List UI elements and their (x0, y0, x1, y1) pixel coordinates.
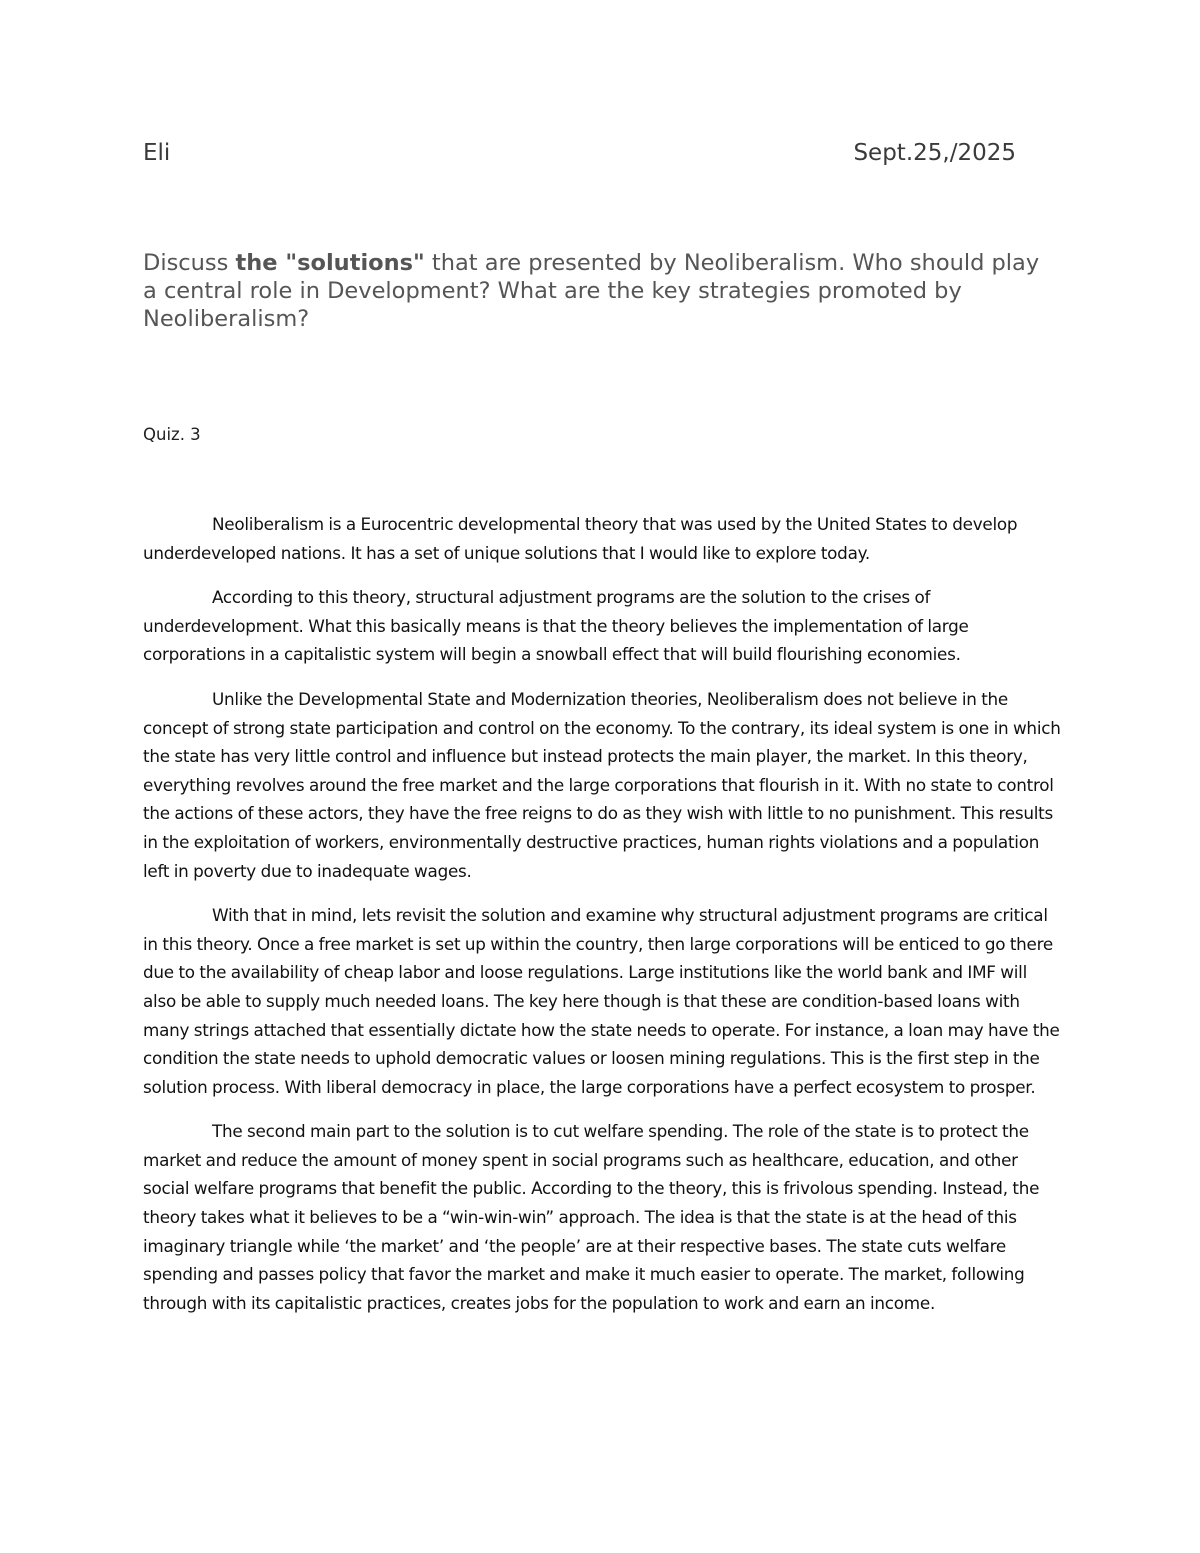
quiz-label: Quiz. 3 (143, 425, 201, 444)
essay-paragraph: Unlike the Developmental State and Modernization theories, Neoliberalism does not believe in the concept of strong state participation and control on the economy. To the contrary, its ideal system is one in which the state has very little control and influence but instead protects the main player, the market. In this theory, everything revolves around the free market and the large corporations that flourish in it. With no state to control the actions of these actors, they have the free reigns to do as they wish with little to no punishment. This results in the exploitation of workers, environmentally destructive practices, human rights violations and a population left in poverty due to inadequate wages. (143, 688, 1061, 881)
essay-paragraph: Neoliberalism is a Eurocentric developmental theory that was used by the United States to develop underdeveloped nations. It has a set of unique solutions that I would like to explore today. (143, 514, 1018, 563)
essay-paragraph: The second main part to the solution is to cut welfare spending. The role of the state is to protect the market and reduce the amount of money spent in social programs such as healthcare, education, and other social welfare programs that benefit the public. According to the theory, this is frivolous spending. Instead, the theory takes what it believes to be a “win-win-win” approach. The idea is that the state is at the head of this imaginary triangle while ‘the market’ and ‘the people’ are at their respective bases. The state cuts welfare spending and passes policy that favor the market and make it much easier to operate. The market, following through with its capitalistic practices, creates jobs for the population to work and earn an income. (143, 1121, 1040, 1313)
question-text-part2: that are presented by Neoliberalism. Who should play a central role in Development? What are the key strategies promoted by Neoliberalism? (143, 250, 1040, 332)
question-heading (143, 249, 1058, 333)
essay-paragraph: With that in mind, lets revisit the solution and examine why structural adjustment programs are critical in this theory. Once a free market is set up within the country, then large corporations will be enticed to go there due to the availability of cheap labor and loose regulations. Large institutions like the world bank and IMF will also be able to supply much needed loans. The key here though is that these are condition-based loans with many strings attached that essentially dictate how the state needs to operate. For instance, a loan may have the condition the state needs to uphold democratic values or loosen mining regulations. This is the first step in the solution process. With liberal democracy in place, the large corporations have a perfect ecosystem to prosper. (143, 905, 1060, 1097)
author-name: Eli (143, 140, 171, 166)
document-header (143, 140, 1018, 176)
question-text-part1: Discuss (143, 250, 236, 276)
question-text-bold: the "solutions" (235, 250, 425, 276)
essay-paragraph: According to this theory, structural adjustment programs are the solution to the crises of underdevelopment. What this basically means is that the theory believes the implementation of large corporations in a capitalistic system will begin a snowball effect that will build flourishing economies. (143, 587, 969, 665)
document-date: Sept.25,/2025 (853, 140, 1016, 166)
essay-body (143, 510, 1061, 1333)
